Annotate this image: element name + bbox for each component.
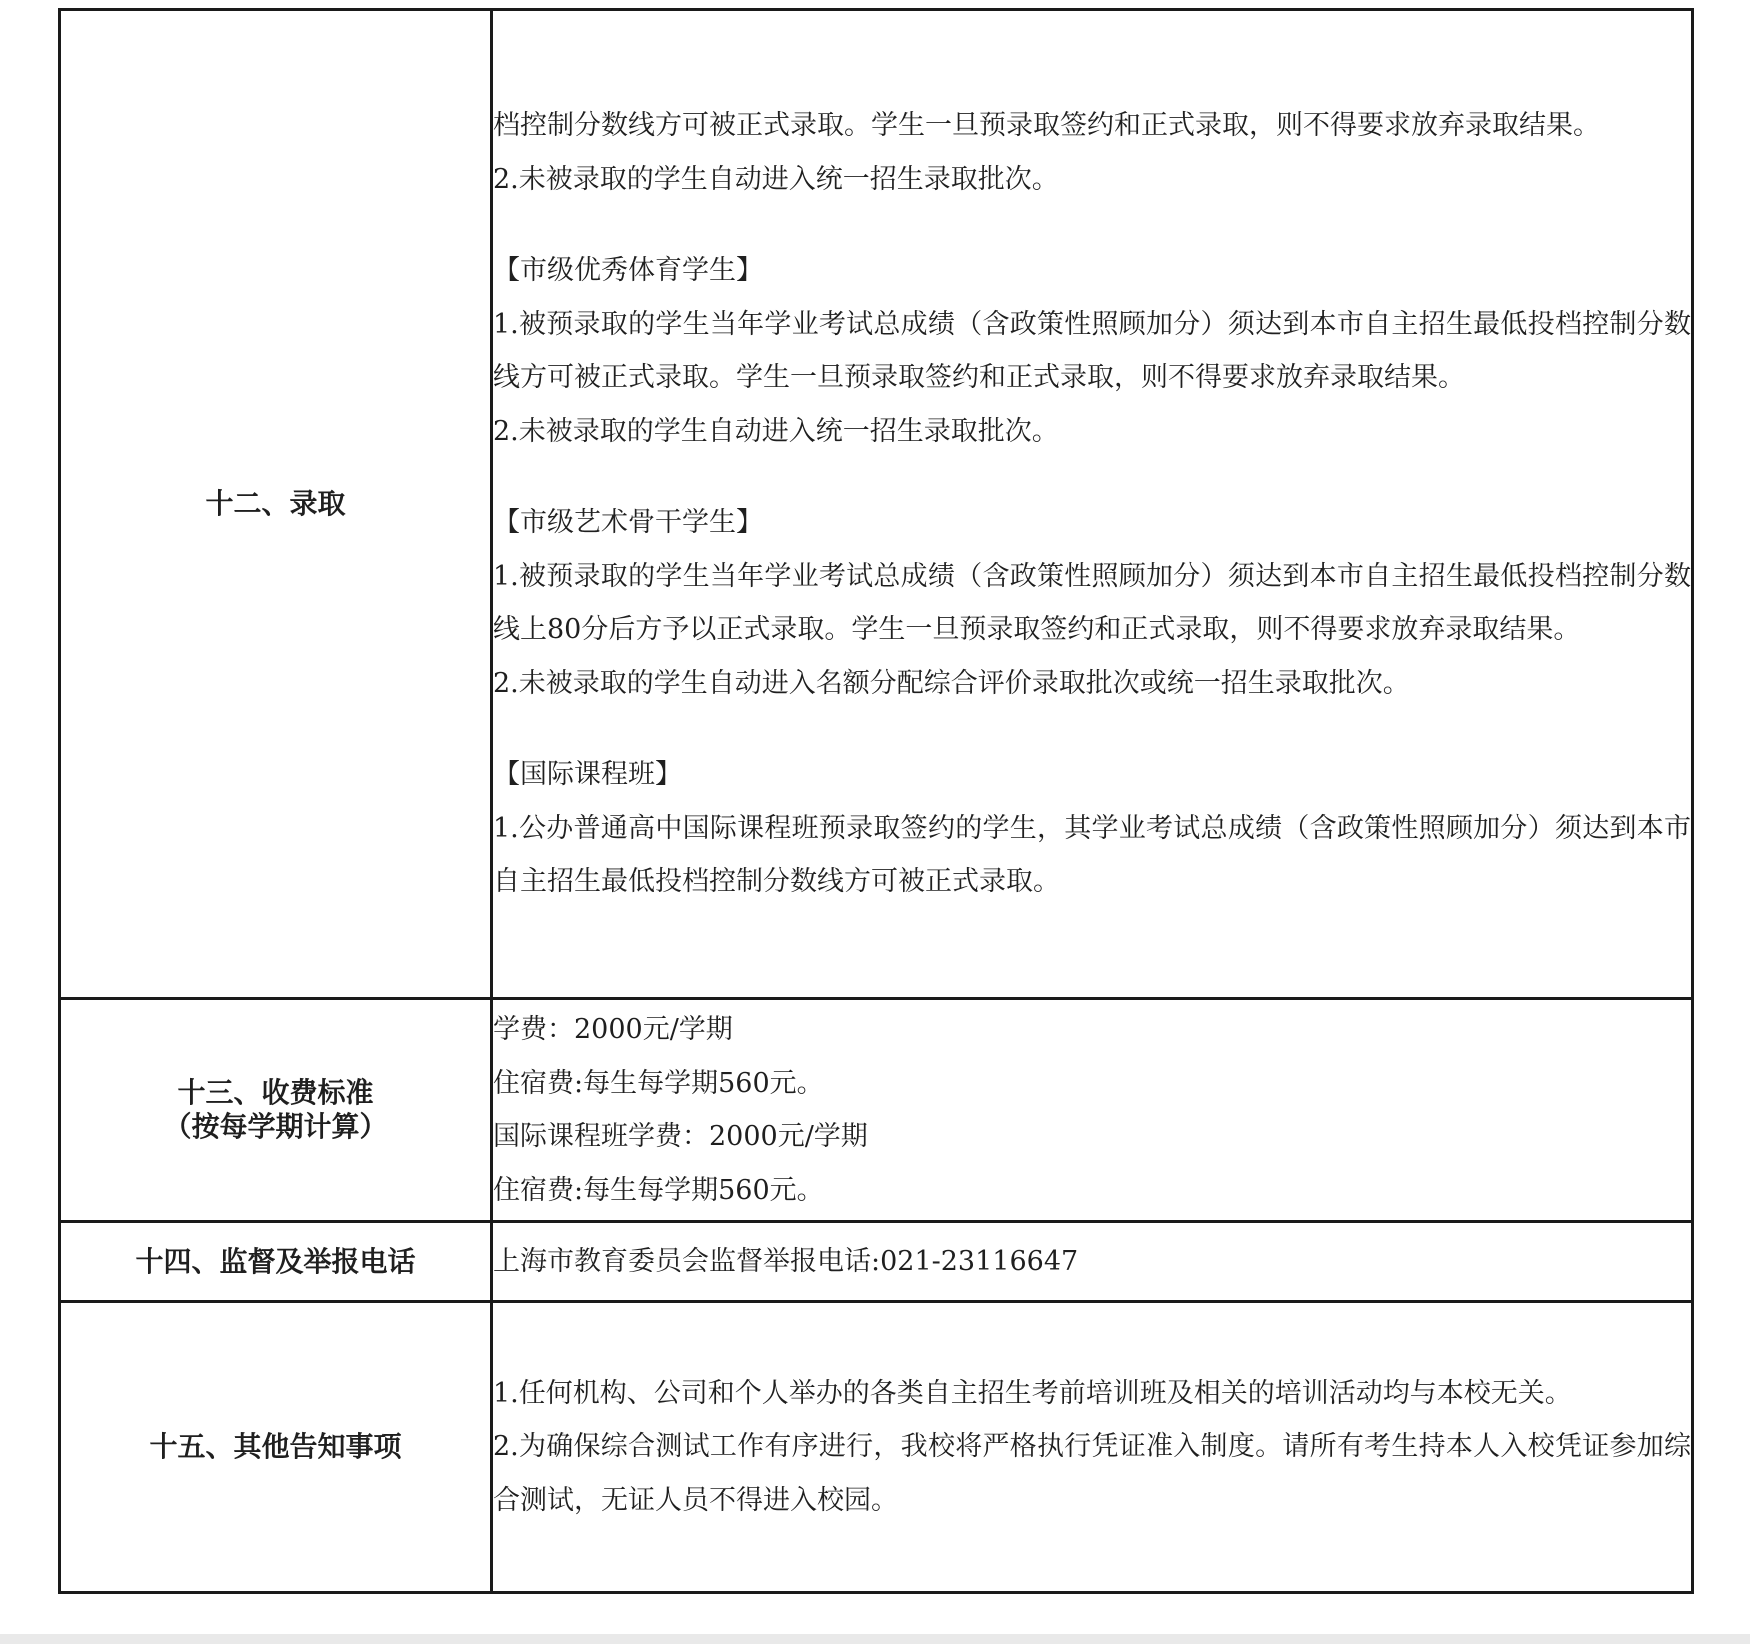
row-admission-label: 十二、录取	[60, 10, 492, 999]
row-supervision-label: 十四、监督及举报电话	[60, 1222, 492, 1302]
row-fees-label	[60, 999, 492, 1222]
fee-line: 学费：2000元/学期	[493, 1014, 733, 1045]
spacer	[493, 206, 1691, 244]
notice-item: 2.为确保综合测试工作有序进行，我校将严格执行凭证准入制度。请所有考生持本人入校凭证参加综合测试，无证人员不得进入校园。	[493, 1431, 1691, 1516]
sports-section-heading: 【市级优秀体育学生】	[493, 255, 763, 287]
fee-line: 国际课程班学费：2000元/学期	[493, 1121, 868, 1152]
page-bottom-edge	[0, 1634, 1750, 1644]
sports-item: 1.被预录取的学生当年学业考试总成绩（含政策性照顾加分）须达到本市自主招生最低投档控制分数线方可被正式录取。学生一旦预录取签约和正式录取，则不得要求放弃录取结果。	[493, 308, 1691, 394]
row-supervision-content: 上海市教育委员会监督举报电话:021-23116647	[492, 1222, 1693, 1302]
notice-item: 1.任何机构、公司和个人举办的各类自主招生考前培训班及相关的培训活动均与本校无关。	[493, 1377, 1572, 1409]
row-fees	[60, 999, 1693, 1222]
international-item: 1.公办普通高中国际课程班预录取签约的学生，其学业考试总成绩（含政策性照顾加分）须达到本市自主招生最低投档控制分数线方可被正式录取。	[493, 812, 1691, 898]
row-admission-content	[492, 10, 1693, 999]
row-other	[60, 1302, 1693, 1593]
fees-label-title: 十三、收费标准	[177, 1076, 374, 1109]
admission-intro-line: 档控制分数线方可被正式录取。学生一旦预录取签约和正式录取，则不得要求放弃录取结果。	[493, 110, 1600, 142]
fees-label-subtitle: （按每学期计算）	[163, 1110, 388, 1143]
row-other-label: 十五、其他告知事项	[60, 1302, 492, 1593]
sports-item: 2.未被录取的学生自动进入统一招生录取批次。	[493, 415, 1059, 447]
row-fees-content	[492, 999, 1693, 1222]
arts-section-heading: 【市级艺术骨干学生】	[493, 507, 763, 539]
spacer	[493, 710, 1691, 748]
fee-line: 住宿费:每生每学期560元。	[493, 1174, 824, 1206]
spacer	[493, 458, 1691, 496]
international-section-heading: 【国际课程班】	[493, 759, 682, 791]
row-admission	[60, 10, 1693, 999]
admission-intro-line: 2.未被录取的学生自动进入统一招生录取批次。	[493, 163, 1059, 195]
arts-item: 2.未被录取的学生自动进入名额分配综合评价录取批次或统一招生录取批次。	[493, 667, 1410, 699]
admission-info-table	[58, 8, 1694, 1594]
fee-line: 住宿费:每生每学期560元。	[493, 1067, 824, 1099]
row-other-content	[492, 1302, 1693, 1593]
arts-item: 1.被预录取的学生当年学业考试总成绩（含政策性照顾加分）须达到本市自主招生最低投档控制分数线上80分后方予以正式录取。学生一旦预录取签约和正式录取，则不得要求放弃录取结果。	[493, 560, 1691, 646]
row-supervision	[60, 1222, 1693, 1302]
